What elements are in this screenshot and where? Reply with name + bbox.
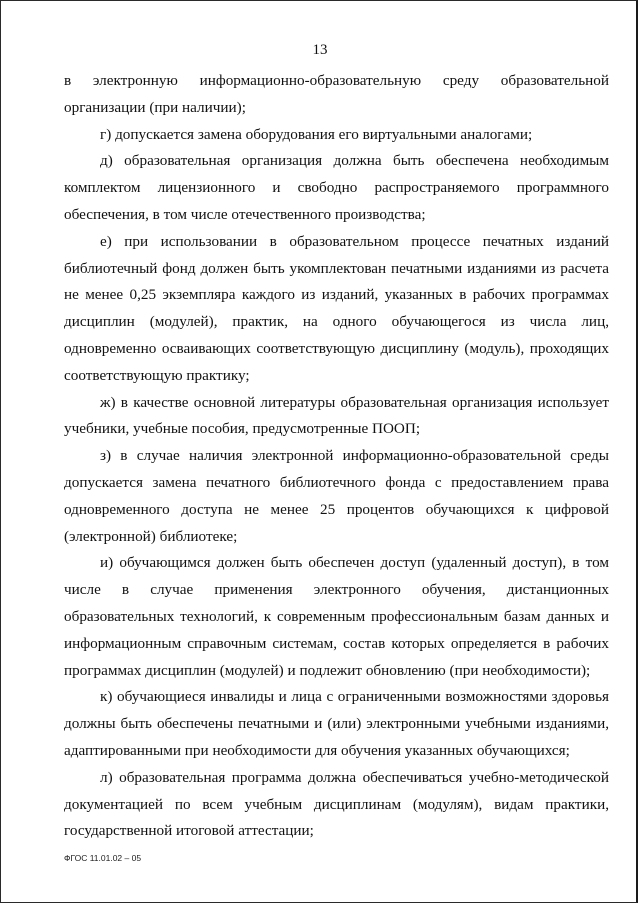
- paragraph-z: з) в случае наличия электронной информационно-образовательной среды допускается замена печатного библиотечного фонда с предоставлением права одновременного доступа не менее 25 процентов обучающихся к цифровой (электронной) библиотеке;: [64, 447, 609, 545]
- paragraph-i: и) обучающимся должен быть обеспечен доступ (удаленный доступ), в том числе в случае применения электронного обучения, дистанционных образовательных технологий, к современным профессиональным базам данных и информационным справочным системам, состав которых определяется в рабочих программах дисциплин (модулей) и подлежит обновлению (при необходимости);: [64, 554, 609, 679]
- paragraph-zh: ж) в качестве основной литературы образовательная организация использует учебники, учебные пособия, предусмотренные ПООП;: [64, 393, 609, 438]
- page-number: 13: [312, 42, 328, 58]
- paragraph-e: е) при использовании в образовательном процессе печатных изданий библиотечный фонд должен быть укомплектован печатными изданиями из расчета не менее 0,25 экземпляра каждого из изданий, указанных в рабочих программах дисциплин (модулей), практик, на одного обучающегося из числа лиц, одновременно осваивающих соответствующую дисциплину (модуль), проходящих соответствующую практику;: [64, 232, 609, 384]
- paragraph-l: л) образовательная программа должна обеспечиваться учебно-методической документацией по всем учебным дисциплинам (модулям), видам практики, государственной итоговой аттестации;: [64, 768, 609, 840]
- document-body: [64, 68, 609, 845]
- paragraph-d: д) образовательная организация должна быть обеспечена необходимым комплектом лицензионного и свободно распространяемого программного обеспечения, в том числе отечественного производства;: [64, 152, 609, 223]
- footer-doc-code: ФГОС 11.01.02 – 05: [64, 853, 142, 863]
- paragraph-continuation: в электронную информационно-образовательную среду образовательной организации (при наличии);: [64, 72, 609, 116]
- paragraph-k: к) обучающиеся инвалиды и лица с ограниченными возможностями здоровья должны быть обеспечены печатными и (или) электронными учебными изданиями, адаптированными при необходимости для обучения указанных обучающихся;: [64, 688, 609, 759]
- paragraph-g: г) допускается замена оборудования его виртуальными аналогами;: [100, 125, 533, 143]
